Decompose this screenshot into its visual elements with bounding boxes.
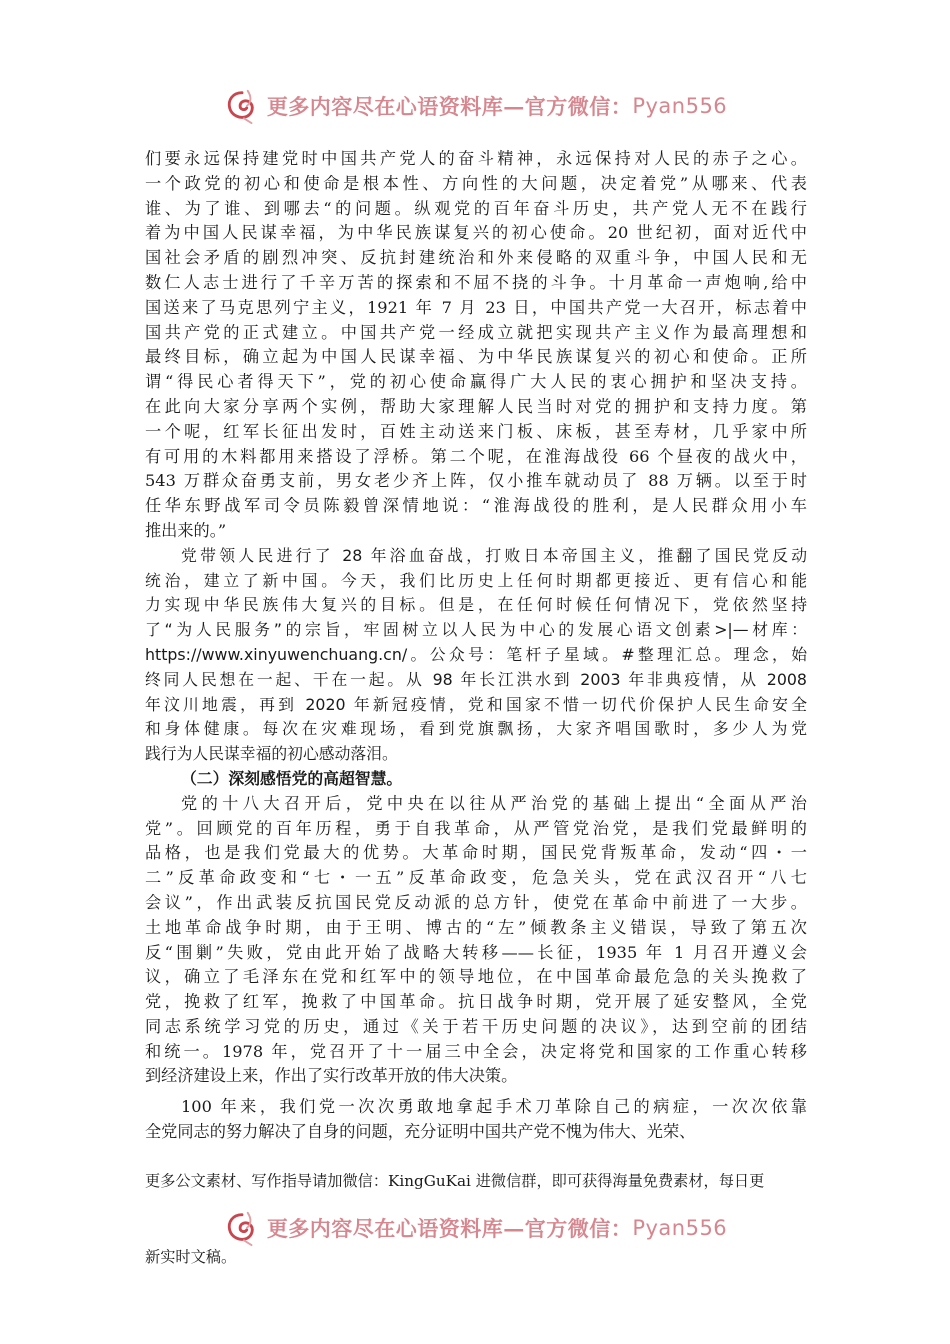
text-line: 推出来的。” bbox=[145, 520, 227, 540]
text-line: https://www.xinyuwenchuang.cn/。公众号：笔杆子星域。#整理汇总。理念，始 bbox=[145, 644, 807, 664]
text-line: 最终目标，确立起为中国人民谋幸福、为中华民族谋复兴的初心和使命。正所 bbox=[145, 347, 807, 367]
text-line: 着为中国人民谋幸福，为中华民族谋复兴的初心使命。20 世纪初，面对近代中 bbox=[145, 223, 807, 243]
paragraph-1 bbox=[145, 147, 807, 544]
text-line: 同志系统学习党的历史，通过《关于若干历史问题的决议》，达到空前的团结 bbox=[145, 1016, 807, 1036]
footer-promo-continued: 新实时文稿。 bbox=[145, 1248, 237, 1266]
text-line: 土地革命战争时期，由于王明、博古的“左”倾教条主义错误，导致了第五次 bbox=[145, 917, 807, 937]
watermark-id: Pyan556 bbox=[632, 94, 728, 118]
paragraph-4 bbox=[145, 1095, 807, 1145]
text-line: 会议”，作出武装反抗国民党反动派的总方针，使党在革命中前进了一大步。 bbox=[145, 892, 807, 912]
text-line: 到经济建设上来，作出了实行改革开放的伟大决策。 bbox=[145, 1066, 518, 1086]
text-line: 一个呢，红军长征出发时，百姓主动送来门板、床板，甚至寿材，几乎家中所 bbox=[145, 421, 807, 441]
watermark-id: Pyan556 bbox=[632, 1216, 728, 1240]
footer-promo-line: 更多公文素材、写作指导请加微信：KingGuKai 进微信群，即可获得海量免费素材，每日更 bbox=[145, 1172, 765, 1190]
text-line: 任华东野战军司令员陈毅曾深情地说：“淮海战役的胜利，是人民群众用小车 bbox=[145, 496, 807, 516]
text-line: 品格，也是我们党最大的优势。大革命时期，国民党背叛革命，发动“四・一 bbox=[145, 843, 807, 863]
text-line: 国共产党的正式建立。中国共产党一经成立就把实现共产主义作为最高理想和 bbox=[145, 322, 807, 342]
text-line: 们要永远保持建党时中国共产党人的奋斗精神，永远保持对人民的赤子之心。 bbox=[145, 149, 807, 168]
text-line: 一个政党的初心和使命是根本性、方向性的大问题，决定着党”从哪来、代表 bbox=[145, 173, 807, 193]
paragraph-2 bbox=[145, 544, 807, 767]
text-line: 年汶川地震，再到 2020 年新冠疫情，党和国家不惜一切代价保护人民生命安全 bbox=[145, 694, 807, 714]
text-line: 数仁人志士进行了千辛万苦的探索和不屈不挠的斗争。十月革命一声炮响,给中 bbox=[145, 272, 807, 292]
watermark-footer bbox=[0, 1206, 950, 1250]
section-heading: （二）深刻感悟党的高超智慧。 bbox=[181, 768, 403, 788]
text-line: 谁、为了谁、到哪去“的问题。纵观党的百年奋斗历史，共产党人无不在践行 bbox=[145, 198, 807, 218]
text-line: 100 年来，我们党一次次勇敢地拿起手术刀革除自己的病症，一次次依靠 bbox=[181, 1097, 807, 1117]
text-line: 全党同志的努力解决了自身的问题，充分证明中国共产党不愧为伟大、光荣、 bbox=[145, 1122, 696, 1142]
text-line: 践行为人民谋幸福的初心感动落泪。 bbox=[145, 744, 398, 764]
text-line: 和身体健康。每次在灾难现场，看到党旗飘扬，大家齐唱国歌时，多少人为党 bbox=[145, 719, 807, 739]
text-line: 543 万群众奋勇支前，男女老少齐上阵，仅小推车就动员了 88 万辆。以至于时 bbox=[145, 471, 807, 491]
text-line: 有可用的木料都用来搭设了浮桥。第二个呢，在淮海战役 66 个昼夜的战火中， bbox=[145, 446, 807, 466]
text-line: 党的十八大召开后，党中央在以往从严治党的基础上提出“全面从严治 bbox=[181, 793, 807, 813]
text-line: 党带领人民进行了 28 年浴血奋战，打败日本帝国主义，推翻了国民党反动 bbox=[181, 545, 807, 565]
text-line: 和统一。1978 年，党召开了十一届三中全会，决定将党和国家的工作重心转移 bbox=[145, 1041, 807, 1061]
text-line: 反“围剿”失败，党由此开始了战略大转移——长征，1935 年 1 月召开遵义会 bbox=[145, 942, 807, 962]
text-line: 统治，建立了新中国。今天，我们比历史上任何时期都更接近、更有信心和能 bbox=[145, 570, 807, 590]
feather-swirl-logo-icon bbox=[223, 1209, 261, 1247]
feather-swirl-logo-icon bbox=[223, 87, 261, 125]
document-body bbox=[145, 147, 807, 1145]
watermark-text: 更多内容尽在心语资料库—官方微信： bbox=[266, 1216, 633, 1241]
text-line: 终同人民想在一起、干在一起。从 98 年长江洪水到 2003 年非典疫情，从 2008 bbox=[145, 669, 807, 689]
watermark-header bbox=[0, 84, 950, 128]
text-line: 了“为人民服务”的宗旨，牢固树立以人民为中心的发展心语文创素>|—材库： bbox=[145, 620, 807, 640]
watermark-text: 更多内容尽在心语资料库—官方微信： bbox=[266, 94, 633, 119]
text-line: 党，挽救了红军，挽救了中国革命。抗日战争时期，党开展了延安整风，全党 bbox=[145, 992, 807, 1012]
text-line: 在此向大家分享两个实例，帮助大家理解人民当时对党的拥护和支持力度。第 bbox=[145, 396, 807, 416]
text-line: 国送来了马克思列宁主义，1921 年 7 月 23 日，中国共产党一大召开，标志着中 bbox=[145, 297, 807, 317]
text-line: 二”反革命政变和“七・一五”反革命政变，危急关头，党在武汉召开“八七 bbox=[145, 868, 807, 888]
text-line: 国社会矛盾的剧烈冲突、反抗封建统治和外来侵略的双重斗争，中国人民和无 bbox=[145, 248, 807, 268]
paragraph-3 bbox=[145, 792, 807, 1090]
text-line: 议，确立了毛泽东在党和红军中的领导地位，在中国革命最危急的关头挽救了 bbox=[145, 967, 807, 987]
text-line: 党”。回顾党的百年历程，勇于自我革命，从严管党治党，是我们党最鲜明的 bbox=[145, 818, 807, 838]
text-line: 谓“得民心者得天下”，党的初心使命赢得广大人民的衷心拥护和坚决支持。 bbox=[145, 372, 807, 392]
text-line: 力实现中华民族伟大复兴的目标。但是，在任何时候任何情况下，党依然坚持 bbox=[145, 595, 807, 615]
